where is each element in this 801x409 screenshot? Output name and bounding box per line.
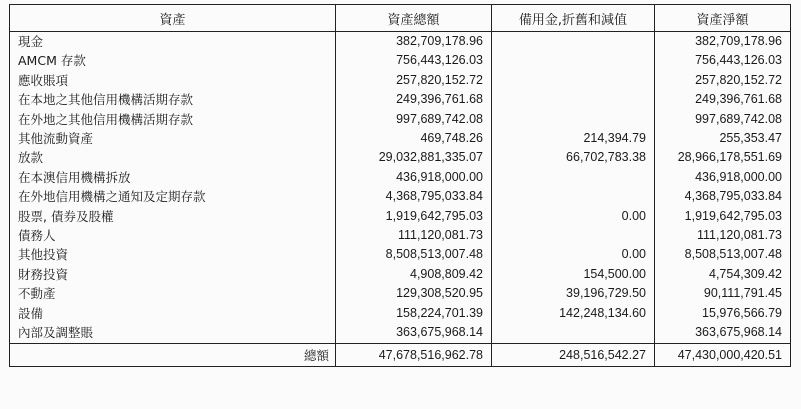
row-gross: 129,308,520.95 bbox=[336, 284, 492, 303]
row-provision bbox=[492, 90, 655, 109]
header-assets: 資產 bbox=[10, 5, 336, 32]
row-gross: 111,120,081.73 bbox=[336, 226, 492, 245]
row-net: 436,918,000.00 bbox=[655, 168, 791, 187]
row-provision: 0.00 bbox=[492, 207, 655, 226]
total-net: 47,430,000,420.51 bbox=[655, 343, 791, 366]
row-provision: 39,196,729.50 bbox=[492, 284, 655, 303]
row-gross: 382,709,178.96 bbox=[336, 32, 492, 52]
row-provision bbox=[492, 110, 655, 129]
table-row bbox=[10, 265, 791, 284]
table-row bbox=[10, 226, 791, 245]
row-label: 股票, 債券及股權 bbox=[10, 207, 336, 226]
row-provision: 154,500.00 bbox=[492, 265, 655, 284]
table-row bbox=[10, 51, 791, 70]
row-label: 其他流動資產 bbox=[10, 129, 336, 148]
row-provision bbox=[492, 226, 655, 245]
row-net: 249,396,761.68 bbox=[655, 90, 791, 109]
row-provision: 142,248,134.60 bbox=[492, 304, 655, 323]
row-label: 財務投資 bbox=[10, 265, 336, 284]
table-row bbox=[10, 129, 791, 148]
row-net: 15,976,566.79 bbox=[655, 304, 791, 323]
row-provision: 214,394.79 bbox=[492, 129, 655, 148]
row-gross: 257,820,152.72 bbox=[336, 71, 492, 90]
table-row bbox=[10, 32, 791, 52]
header-row bbox=[10, 5, 791, 32]
row-net: 756,443,126.03 bbox=[655, 51, 791, 70]
table-header bbox=[10, 5, 791, 32]
row-net: 363,675,968.14 bbox=[655, 323, 791, 343]
row-net: 1,919,642,795.03 bbox=[655, 207, 791, 226]
row-provision bbox=[492, 51, 655, 70]
table-footer bbox=[10, 343, 791, 366]
table-row bbox=[10, 71, 791, 90]
table-row bbox=[10, 187, 791, 206]
row-gross: 1,919,642,795.03 bbox=[336, 207, 492, 226]
row-net: 255,353.47 bbox=[655, 129, 791, 148]
row-provision bbox=[492, 32, 655, 52]
row-provision bbox=[492, 323, 655, 343]
row-net: 28,966,178,551.69 bbox=[655, 148, 791, 167]
header-net-assets: 資產淨額 bbox=[655, 5, 791, 32]
header-provisions: 備用金,折舊和減值 bbox=[492, 5, 655, 32]
row-gross: 4,368,795,033.84 bbox=[336, 187, 492, 206]
total-provision: 248,516,542.27 bbox=[492, 343, 655, 366]
row-net: 4,754,309.42 bbox=[655, 265, 791, 284]
table-row bbox=[10, 168, 791, 187]
row-label: 在本澳信用機構拆放 bbox=[10, 168, 336, 187]
row-net: 111,120,081.73 bbox=[655, 226, 791, 245]
row-gross: 8,508,513,007.48 bbox=[336, 245, 492, 264]
row-gross: 29,032,881,335.07 bbox=[336, 148, 492, 167]
row-provision bbox=[492, 71, 655, 90]
row-gross: 756,443,126.03 bbox=[336, 51, 492, 70]
row-gross: 363,675,968.14 bbox=[336, 323, 492, 343]
row-net: 4,368,795,033.84 bbox=[655, 187, 791, 206]
row-gross: 4,908,809.42 bbox=[336, 265, 492, 284]
table-row bbox=[10, 90, 791, 109]
row-net: 382,709,178.96 bbox=[655, 32, 791, 52]
row-label: 內部及調整賬 bbox=[10, 323, 336, 343]
row-label: 其他投資 bbox=[10, 245, 336, 264]
row-gross: 997,689,742.08 bbox=[336, 110, 492, 129]
row-label: 債務人 bbox=[10, 226, 336, 245]
row-label: 在外地信用機構之通知及定期存款 bbox=[10, 187, 336, 206]
row-gross: 469,748.26 bbox=[336, 129, 492, 148]
row-provision bbox=[492, 187, 655, 206]
row-label: AMCM 存款 bbox=[10, 51, 336, 70]
table-row bbox=[10, 207, 791, 226]
table-row bbox=[10, 323, 791, 343]
total-row bbox=[10, 343, 791, 366]
row-net: 90,111,791.45 bbox=[655, 284, 791, 303]
row-label: 不動產 bbox=[10, 284, 336, 303]
table-body bbox=[10, 32, 791, 344]
row-label: 設備 bbox=[10, 304, 336, 323]
row-gross: 436,918,000.00 bbox=[336, 168, 492, 187]
total-gross: 47,678,516,962.78 bbox=[336, 343, 492, 366]
row-gross: 249,396,761.68 bbox=[336, 90, 492, 109]
row-provision: 0.00 bbox=[492, 245, 655, 264]
table-row bbox=[10, 148, 791, 167]
row-gross: 158,224,701.39 bbox=[336, 304, 492, 323]
total-label: 總額 bbox=[10, 343, 336, 366]
row-provision bbox=[492, 168, 655, 187]
row-net: 8,508,513,007.48 bbox=[655, 245, 791, 264]
table-row bbox=[10, 110, 791, 129]
row-label: 在外地之其他信用機構活期存款 bbox=[10, 110, 336, 129]
row-net: 997,689,742.08 bbox=[655, 110, 791, 129]
row-label: 在本地之其他信用機構活期存款 bbox=[10, 90, 336, 109]
table-row bbox=[10, 284, 791, 303]
row-label: 放款 bbox=[10, 148, 336, 167]
assets-table bbox=[9, 4, 791, 367]
row-net: 257,820,152.72 bbox=[655, 71, 791, 90]
row-provision: 66,702,783.38 bbox=[492, 148, 655, 167]
table-row bbox=[10, 304, 791, 323]
table-row bbox=[10, 245, 791, 264]
row-label: 現金 bbox=[10, 32, 336, 52]
row-label: 應收賬項 bbox=[10, 71, 336, 90]
header-gross-assets: 資產總額 bbox=[336, 5, 492, 32]
